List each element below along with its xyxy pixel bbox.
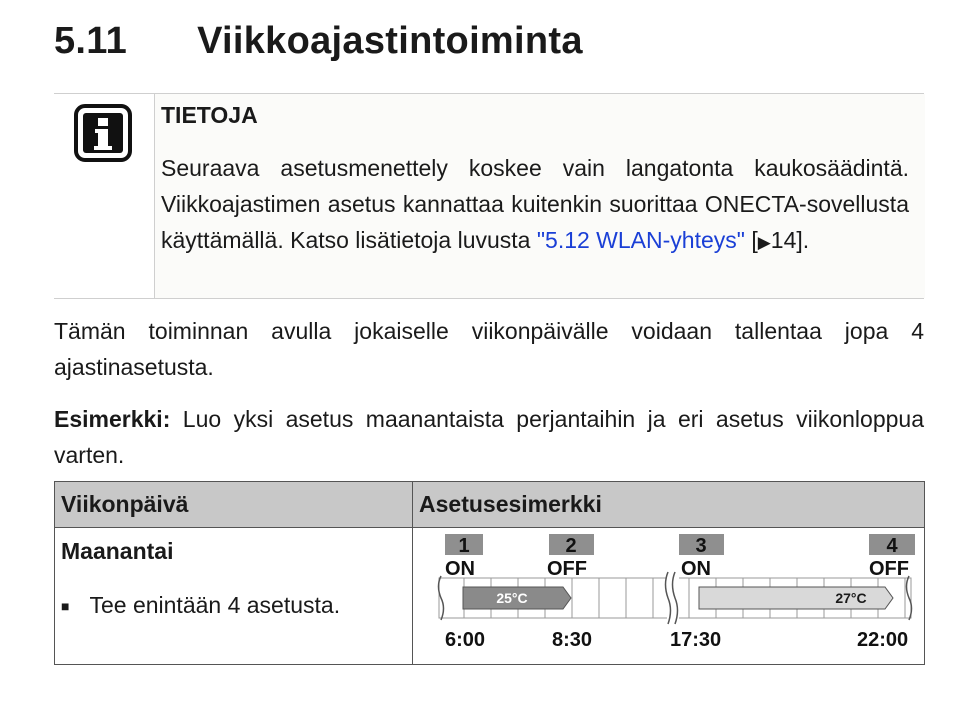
wlan-section-link[interactable]: "5.12 WLAN-yhteys" <box>536 227 745 253</box>
info-icon <box>74 104 132 162</box>
column-header-weekday: Viikonpäivä <box>55 482 413 528</box>
column-header-example: Asetusesimerkki <box>413 482 925 528</box>
info-note-box <box>54 93 924 299</box>
table-header-row <box>55 482 925 528</box>
period-label-1: 25°C <box>496 590 528 606</box>
table-row <box>55 528 925 665</box>
marker-state-3: ON <box>681 558 711 580</box>
info-text: Seuraava asetusmenettely koskee vain langatonta kaukosäädintä. Viikkoajastimen asetus kannattaa kuitenkin suorittaa ONECTA-sovellusta käyttämällä. Katso lisätietoja luvusta "5.12 WLAN-yhteys" [▶14]. <box>161 155 909 253</box>
info-heading: TIETOJA <box>161 102 258 128</box>
marker-time-1: 6:00 <box>445 629 486 651</box>
day-name: Maanantai <box>61 538 174 564</box>
list-item <box>61 592 340 620</box>
timer-timeline <box>413 528 925 664</box>
day-cell <box>55 528 413 665</box>
page-ref-arrow-icon: ▶ <box>757 233 771 252</box>
marker-number-1: 1 <box>458 535 470 557</box>
period-label-2: 27°C <box>835 590 867 606</box>
marker-state-2: OFF <box>547 558 587 580</box>
marker-time-2: 8:30 <box>552 629 593 651</box>
bullet-icon: ■ <box>61 598 70 614</box>
marker-number-4: 4 <box>886 535 898 557</box>
schedule-table <box>54 481 925 665</box>
section-title: Viikkoajastintoiminta <box>197 20 583 62</box>
section-heading <box>54 20 583 63</box>
page-reference[interactable]: 14 <box>770 227 797 253</box>
example-paragraph: Esimerkki: Luo yksi asetus maanantaista perjantaihin ja eri asetus viikonloppua varten. <box>54 406 924 468</box>
intro-paragraph: Tämän toiminnan avulla jokaiselle viikonpäivälle voidaan tallentaa jopa 4 ajastinasetusta. <box>54 318 924 380</box>
section-number: 5.11 <box>54 20 128 62</box>
timeline-cell <box>413 528 925 665</box>
marker-state-4: OFF <box>869 558 909 580</box>
marker-number-3: 3 <box>695 535 707 557</box>
marker-time-4: 22:00 <box>857 629 909 651</box>
list-item-text: Tee enintään 4 asetusta. <box>89 592 341 618</box>
marker-state-1: ON <box>445 558 475 580</box>
marker-number-2: 2 <box>565 535 577 557</box>
marker-time-3: 17:30 <box>670 629 722 651</box>
